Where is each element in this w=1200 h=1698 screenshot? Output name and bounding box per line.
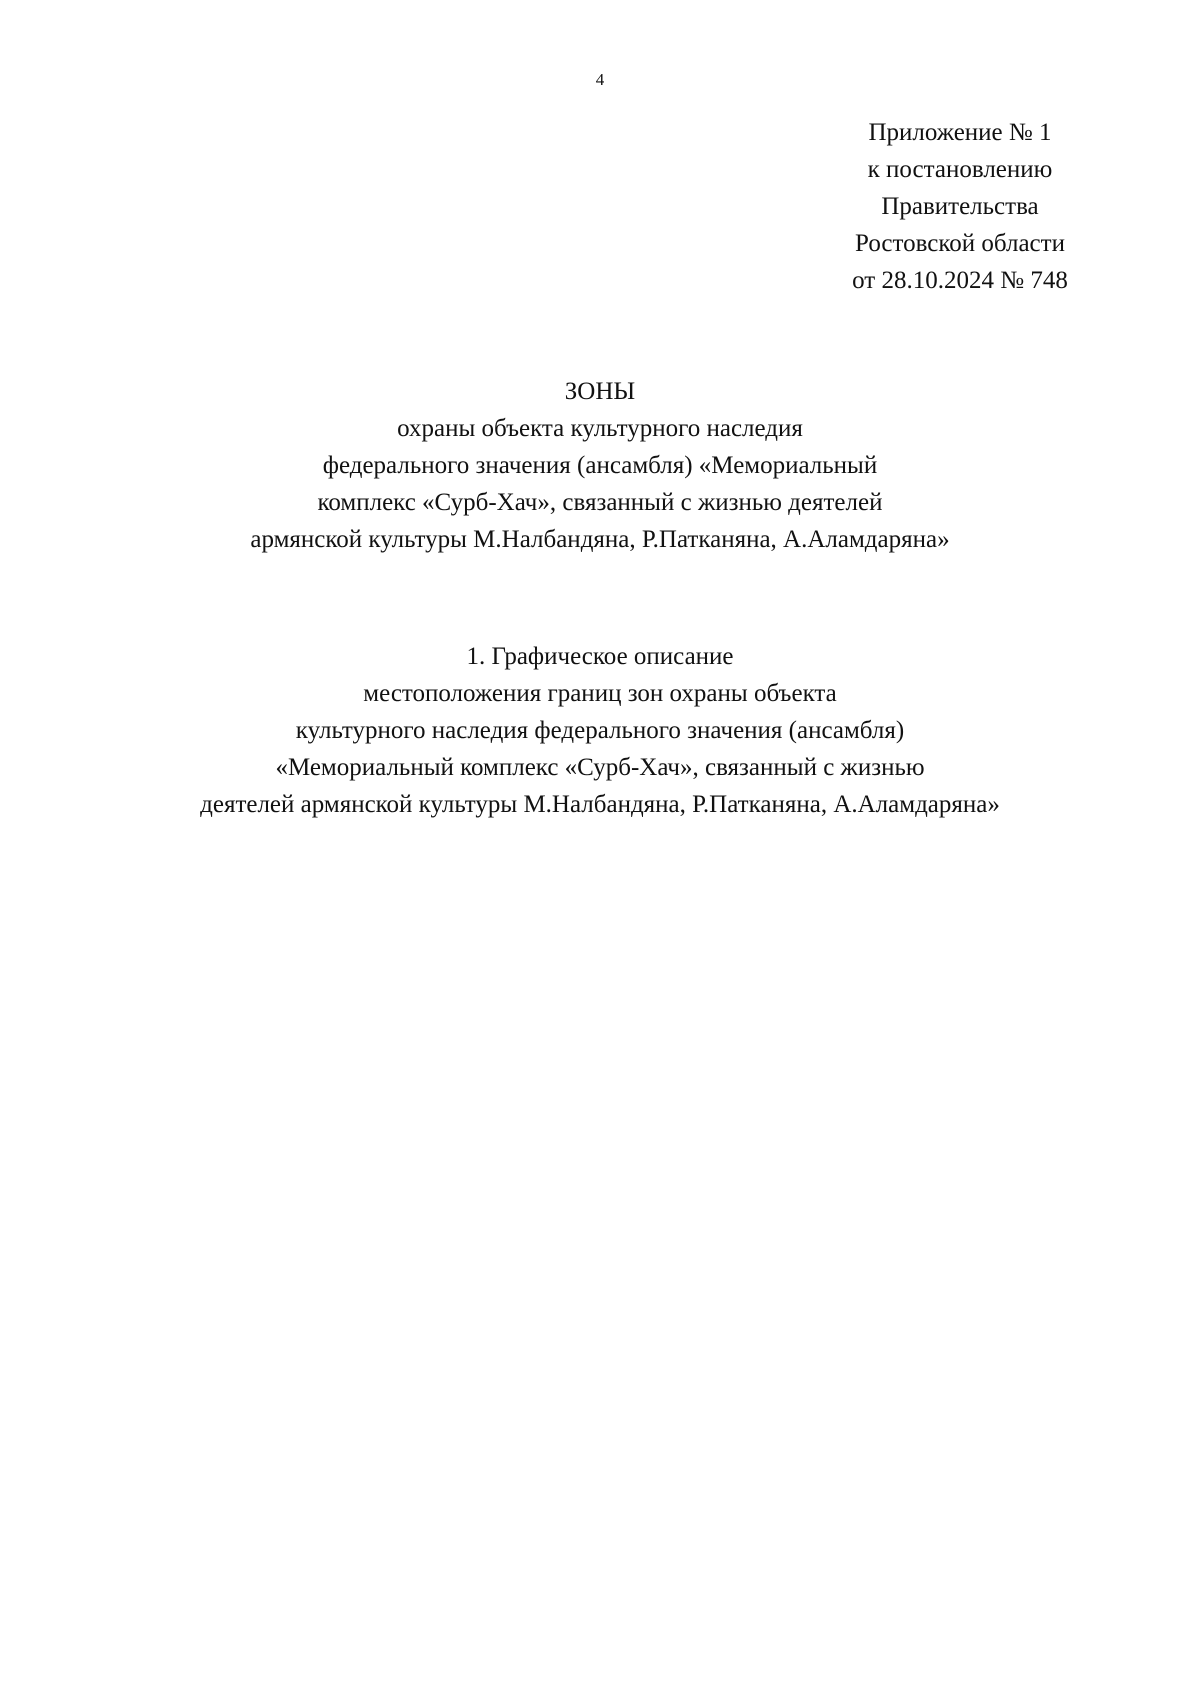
document-title: ЗОНЫ bbox=[564, 378, 636, 405]
subtitle-line: армянской культуры М.Налбандяна, Р.Патканяна, А.Аламдаряна» bbox=[250, 526, 950, 553]
section-heading-line: 1. Графическое описание bbox=[466, 643, 734, 670]
page-number: 4 bbox=[595, 70, 605, 89]
appendix-line: Ростовской области bbox=[855, 230, 1065, 257]
appendix-line: Правительства bbox=[881, 193, 1039, 220]
appendix-line: от 28.10.2024 № 748 bbox=[852, 267, 1068, 294]
section-heading-line: культурного наследия федерального значения (ансамбля) bbox=[295, 717, 905, 744]
subtitle-line: охраны объекта культурного наследия bbox=[397, 415, 803, 442]
section-heading bbox=[0, 638, 1200, 823]
appendix-line: Приложение № 1 bbox=[868, 119, 1052, 146]
subtitle-line: комплекс «Сурб-Хач», связанный с жизнью деятелей bbox=[317, 489, 883, 516]
document-subtitle bbox=[0, 410, 1200, 558]
section-heading-line: деятелей армянской культуры М.Налбандяна, Р.Патканяна, А.Аламдаряна» bbox=[200, 791, 1000, 818]
appendix-block bbox=[820, 114, 1100, 299]
section-heading-line: «Мемориальный комплекс «Сурб-Хач», связанный с жизнью bbox=[275, 754, 925, 781]
appendix-line: к постановлению bbox=[867, 156, 1053, 183]
subtitle-line: федерального значения (ансамбля) «Мемориальный bbox=[322, 452, 878, 479]
section-heading-line: местоположения границ зон охраны объекта bbox=[363, 680, 837, 707]
